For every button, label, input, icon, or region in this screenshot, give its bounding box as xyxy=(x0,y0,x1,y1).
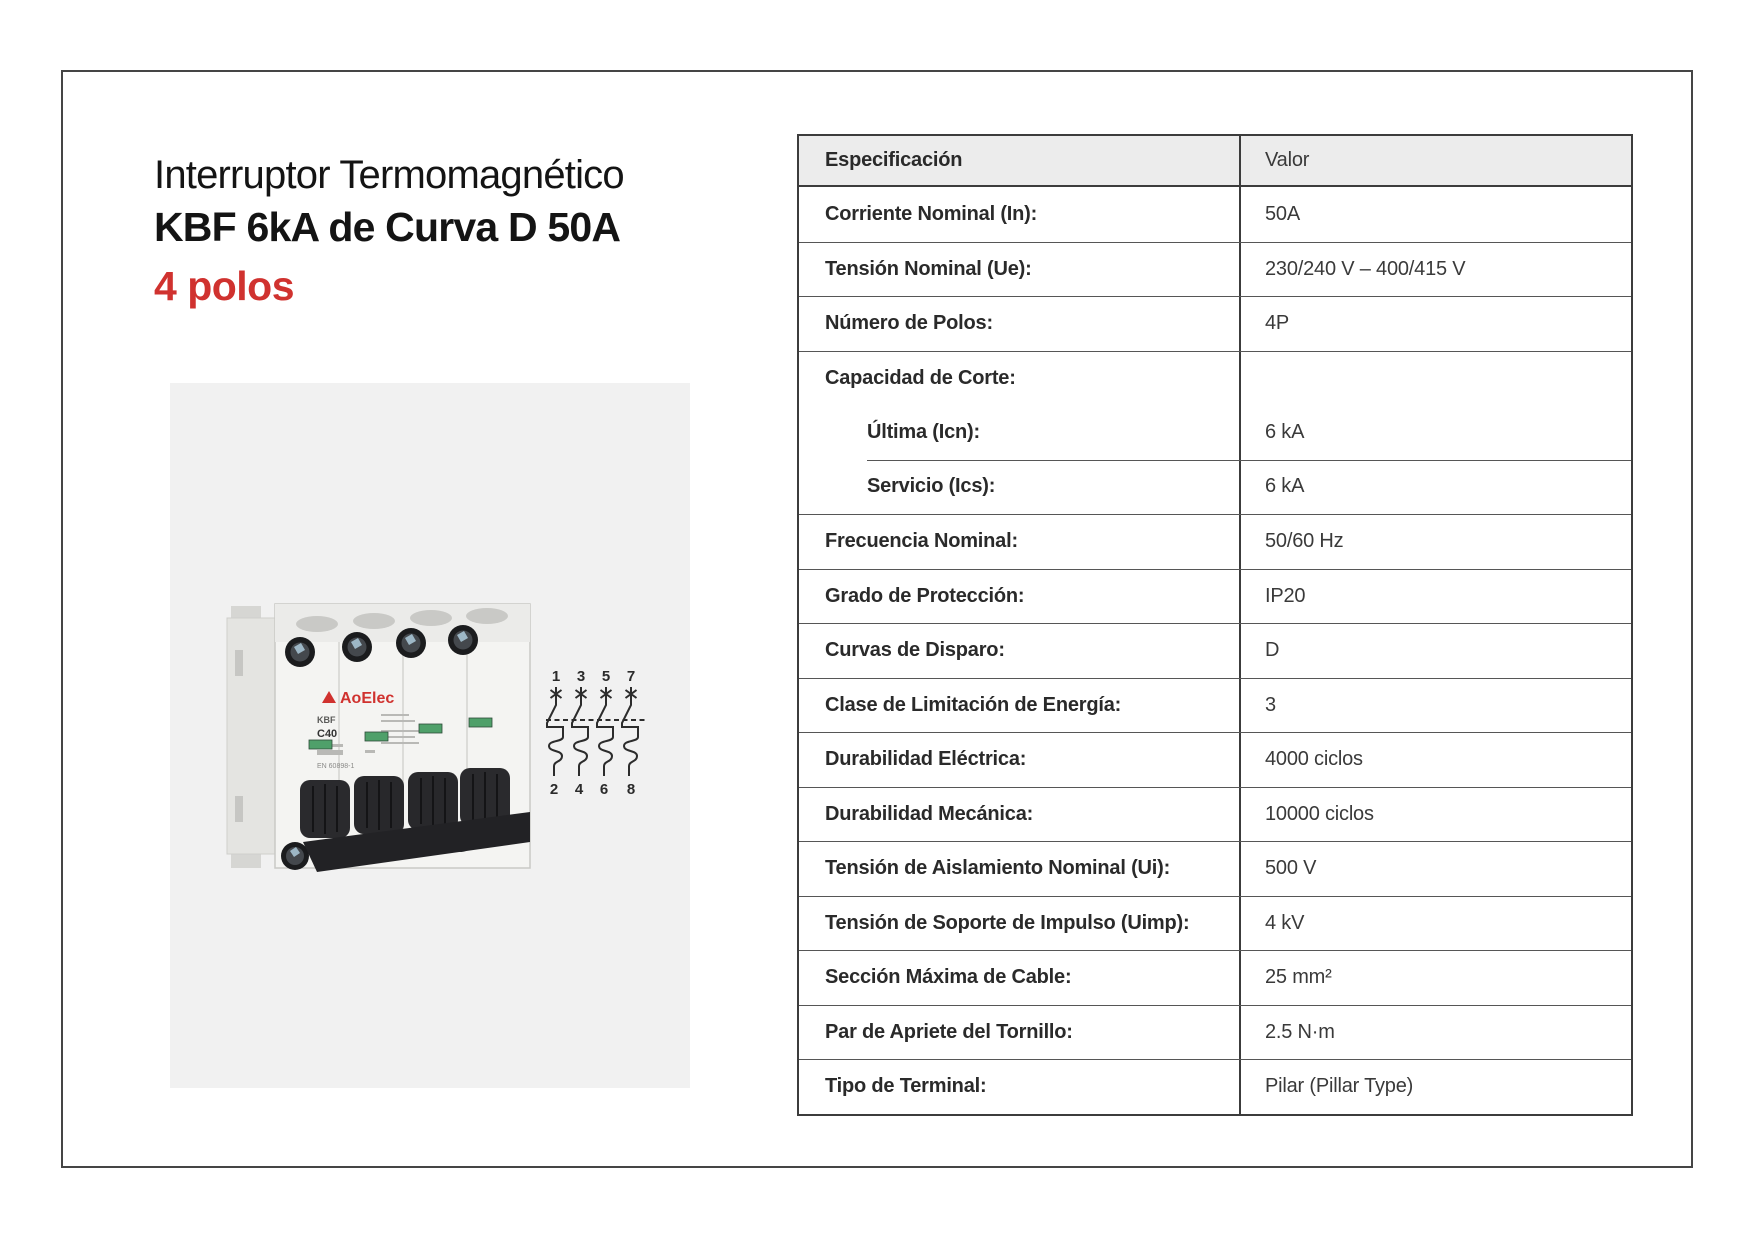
spec-label: Sección Máxima de Cable: xyxy=(799,951,1241,1005)
svg-text:6: 6 xyxy=(599,781,609,798)
standard-text: EN 60898-1 xyxy=(317,763,355,770)
wire-opening xyxy=(466,608,508,624)
spec-value: 10000 ciclos xyxy=(1265,802,1374,825)
spec-label: Grado de Protección: xyxy=(799,570,1241,624)
svg-text:3: 3 xyxy=(576,668,586,685)
table-row xyxy=(799,514,1631,569)
spec-value: IP20 xyxy=(1265,584,1306,607)
svg-text:4: 4 xyxy=(574,781,584,798)
table-row xyxy=(799,1005,1631,1060)
spec-value: Pilar (Pillar Type) xyxy=(1265,1075,1414,1098)
rating-text: C40 xyxy=(317,728,338,740)
title-block xyxy=(154,150,624,311)
spec-value: 3 xyxy=(1265,693,1276,716)
spec-label: Servicio (Ics): xyxy=(799,460,1241,515)
wire-opening xyxy=(353,613,395,629)
spec-value: 6 kA xyxy=(1265,420,1305,443)
spec-label: Última (Icn): xyxy=(799,405,1241,460)
spec-value: 2.5 N·m xyxy=(1265,1020,1335,1043)
svg-text:1: 1 xyxy=(551,668,561,685)
spec-label: Durabilidad Mecánica: xyxy=(799,788,1241,842)
table-row xyxy=(799,950,1631,1005)
spec-value: 25 mm² xyxy=(1265,966,1332,989)
page-title-line3: 4 polos xyxy=(154,263,295,309)
spec-label: Curvas de Disparo: xyxy=(799,624,1241,678)
table-row xyxy=(799,569,1631,624)
spec-label: Par de Apriete del Tornillo: xyxy=(799,1006,1241,1060)
spec-label: Número de Polos: xyxy=(799,297,1241,351)
spec-column-header: Especificación xyxy=(799,136,1241,185)
wire-opening xyxy=(296,616,338,632)
table-row xyxy=(799,187,1631,242)
svg-text:8: 8 xyxy=(626,781,636,798)
table-row-sub xyxy=(799,460,1631,515)
brand-text: AoElec xyxy=(340,690,395,707)
table-row xyxy=(799,787,1631,842)
table-row xyxy=(799,841,1631,896)
table-row xyxy=(799,296,1631,351)
spec-label: Tipo de Terminal: xyxy=(799,1060,1241,1114)
table-row xyxy=(799,896,1631,951)
breaker-side-face xyxy=(227,618,277,854)
spec-label: Capacidad de Corte: xyxy=(799,352,1241,406)
spec-label: Frecuencia Nominal: xyxy=(799,515,1241,569)
spec-table-header xyxy=(799,136,1631,187)
spec-label: Tensión Nominal (Ue): xyxy=(799,243,1241,297)
svg-text:7: 7 xyxy=(626,668,636,685)
svg-text:5: 5 xyxy=(601,668,611,685)
spec-value: 4 kV xyxy=(1265,911,1305,934)
pole-symbols xyxy=(546,687,646,776)
table-row-group-header xyxy=(799,351,1631,406)
spec-value: 4P xyxy=(1265,312,1290,335)
value-column-header: Valor xyxy=(1265,149,1310,171)
spec-label: Clase de Limitación de Energía: xyxy=(799,679,1241,733)
spec-value: 50/60 Hz xyxy=(1265,530,1344,553)
spec-value: 4000 ciclos xyxy=(1265,748,1363,771)
spec-value: D xyxy=(1265,639,1280,662)
wiring-diagram xyxy=(542,668,650,800)
spec-label: Tensión de Soporte de Impulso (Uimp): xyxy=(799,897,1241,951)
spec-value: 6 kA xyxy=(1265,475,1305,498)
spec-table xyxy=(797,134,1633,1116)
spec-label: Corriente Nominal (In): xyxy=(799,187,1241,242)
table-row xyxy=(799,623,1631,678)
model-text: KBF xyxy=(317,715,336,725)
spec-value: 230/240 V – 400/415 V xyxy=(1265,257,1466,280)
circuit-breaker-image xyxy=(225,590,532,882)
page-title-line1: Interruptor Termomagnético xyxy=(154,153,624,197)
svg-text:2: 2 xyxy=(549,781,559,798)
terminal-numbers-bottom xyxy=(550,781,635,798)
page-title-line2: KBF 6kA de Curva D 50A xyxy=(154,204,621,250)
spec-value: 50A xyxy=(1265,202,1300,225)
wire-opening xyxy=(410,610,452,626)
table-row xyxy=(799,678,1631,733)
product-photo-panel xyxy=(170,383,690,1088)
table-row xyxy=(799,1059,1631,1114)
table-row-sub xyxy=(799,405,1631,460)
side-detail xyxy=(235,796,243,822)
table-row xyxy=(799,732,1631,787)
datasheet-frame xyxy=(61,70,1693,1168)
table-row xyxy=(799,242,1631,297)
spec-label: Tensión de Aislamiento Nominal (Ui): xyxy=(799,842,1241,896)
spec-value xyxy=(1241,352,1631,406)
spec-value: 500 V xyxy=(1265,857,1317,880)
spec-label: Durabilidad Eléctrica: xyxy=(799,733,1241,787)
terminal-numbers-top xyxy=(552,668,635,685)
side-detail xyxy=(235,650,243,676)
